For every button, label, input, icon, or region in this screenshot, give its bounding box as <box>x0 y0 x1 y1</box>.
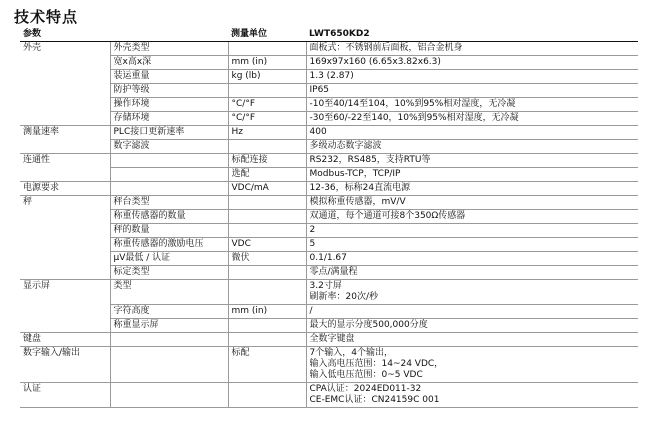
row-unit <box>228 210 306 224</box>
row-unit <box>228 383 306 408</box>
table-row <box>20 84 638 98</box>
spec-table <box>20 28 638 408</box>
row-value: 0.1/1.67 <box>306 252 638 266</box>
row-category <box>20 224 110 238</box>
table-row <box>20 56 638 70</box>
row-unit <box>228 196 306 210</box>
row-value: 双通道，每个通道可接8个350Ω传感器 <box>306 210 638 224</box>
row-parameter: 操作环境 <box>110 98 228 112</box>
row-value: 7个输入，4个输出， 输入高电压范围：14~24 VDC， 输入低电压范围：0~5 VDC <box>306 347 638 383</box>
row-value: CPA认证：2024ED011-32 CE-EMC认证：CN24159C 001 <box>306 383 638 408</box>
table-row <box>20 196 638 210</box>
row-category: 认证 <box>20 383 110 408</box>
row-unit: 标配 <box>228 347 306 383</box>
row-unit <box>228 319 306 333</box>
table-row <box>20 266 638 280</box>
spec-body <box>20 42 638 408</box>
table-row <box>20 347 638 383</box>
row-parameter: 称重传感器的激励电压 <box>110 238 228 252</box>
row-parameter: 秤台类型 <box>110 196 228 210</box>
row-parameter: 字符高度 <box>110 305 228 319</box>
row-value: / <box>306 305 638 319</box>
row-category: 秤 <box>20 196 110 210</box>
row-value: 零点/满量程 <box>306 266 638 280</box>
row-parameter: 防护等级 <box>110 84 228 98</box>
row-value: 1.3 (2.87) <box>306 70 638 84</box>
row-unit: 选配 <box>228 168 306 182</box>
table-row <box>20 182 638 196</box>
row-value: -30至60/-22至140，10%到95%相对湿度，无冷凝 <box>306 112 638 126</box>
row-value: 169x97x160 (6.65x3.82x6.3) <box>306 56 638 70</box>
table-row <box>20 126 638 140</box>
table-row <box>20 154 638 168</box>
table-row <box>20 112 638 126</box>
row-unit <box>228 333 306 347</box>
row-parameter <box>110 168 228 182</box>
row-value: 3.2寸屏 刷新率：20次/秒 <box>306 280 638 305</box>
row-value: -10至40/14至104，10%到95%相对湿度，无冷凝 <box>306 98 638 112</box>
row-category: 电源要求 <box>20 182 110 196</box>
table-row <box>20 238 638 252</box>
row-parameter: 标定类型 <box>110 266 228 280</box>
row-parameter: 数字滤波 <box>110 140 228 154</box>
row-unit <box>228 42 306 56</box>
row-unit: 微伏 <box>228 252 306 266</box>
row-category <box>20 84 110 98</box>
row-value: RS232，RS485，支持RTU等 <box>306 154 638 168</box>
row-unit: °C/°F <box>228 112 306 126</box>
row-category <box>20 238 110 252</box>
row-category <box>20 266 110 280</box>
row-value: 2 <box>306 224 638 238</box>
row-unit: Hz <box>228 126 306 140</box>
row-category: 测量速率 <box>20 126 110 140</box>
row-category <box>20 210 110 224</box>
row-parameter: 秤的数量 <box>110 224 228 238</box>
row-unit <box>228 224 306 238</box>
table-row <box>20 210 638 224</box>
row-category <box>20 56 110 70</box>
row-parameter: μV最低 / 认证 <box>110 252 228 266</box>
row-parameter: 称重显示屏 <box>110 319 228 333</box>
row-unit <box>228 84 306 98</box>
table-row <box>20 252 638 266</box>
row-unit <box>228 280 306 305</box>
row-value: 5 <box>306 238 638 252</box>
row-parameter: 存储环境 <box>110 112 228 126</box>
row-value: 多级动态数字滤波 <box>306 140 638 154</box>
row-parameter <box>110 347 228 383</box>
row-parameter: 称重传感器的数量 <box>110 210 228 224</box>
row-category <box>20 98 110 112</box>
header-param: 参数 <box>20 28 110 42</box>
row-unit <box>228 140 306 154</box>
table-row <box>20 280 638 305</box>
row-category <box>20 319 110 333</box>
row-parameter: 宽x高x深 <box>110 56 228 70</box>
row-parameter: 类型 <box>110 280 228 305</box>
header-unit: 测量单位 <box>228 28 306 42</box>
row-unit: VDC <box>228 238 306 252</box>
page-title: 技术特点 <box>14 8 79 26</box>
row-unit: kg (lb) <box>228 70 306 84</box>
row-value: 400 <box>306 126 638 140</box>
row-value: 最大的显示分度500,000分度 <box>306 319 638 333</box>
row-parameter: 装运重量 <box>110 70 228 84</box>
row-parameter <box>110 182 228 196</box>
table-header-row <box>20 28 638 42</box>
row-category <box>20 168 110 182</box>
table-row <box>20 305 638 319</box>
table-row <box>20 333 638 347</box>
table-row <box>20 98 638 112</box>
row-category: 显示屏 <box>20 280 110 305</box>
table-row <box>20 319 638 333</box>
row-value: Modbus-TCP，TCP/IP <box>306 168 638 182</box>
row-category <box>20 140 110 154</box>
table-row <box>20 42 638 56</box>
row-value: IP65 <box>306 84 638 98</box>
table-row <box>20 70 638 84</box>
row-parameter: 外壳类型 <box>110 42 228 56</box>
header-sub <box>110 28 228 42</box>
table-row <box>20 168 638 182</box>
row-parameter <box>110 154 228 168</box>
row-value: 全数字键盘 <box>306 333 638 347</box>
row-unit: °C/°F <box>228 98 306 112</box>
row-parameter <box>110 333 228 347</box>
row-category <box>20 252 110 266</box>
row-category: 键盘 <box>20 333 110 347</box>
row-unit: VDC/mA <box>228 182 306 196</box>
row-unit: 标配连接 <box>228 154 306 168</box>
table-row <box>20 140 638 154</box>
row-category: 连通性 <box>20 154 110 168</box>
header-model: LWT650KD2 <box>306 28 638 42</box>
row-value: 12-36，标称24直流电源 <box>306 182 638 196</box>
row-category <box>20 70 110 84</box>
table-row <box>20 224 638 238</box>
row-category <box>20 112 110 126</box>
row-category <box>20 305 110 319</box>
row-unit: mm (in) <box>228 305 306 319</box>
row-value: 模拟称重传感器，mV/V <box>306 196 638 210</box>
row-category: 外壳 <box>20 42 110 56</box>
row-parameter: PLC接口更新速率 <box>110 126 228 140</box>
row-value: 面板式：不锈钢前后面板，铝合金机身 <box>306 42 638 56</box>
table-row <box>20 383 638 408</box>
row-unit: mm (in) <box>228 56 306 70</box>
row-category: 数字输入/输出 <box>20 347 110 383</box>
row-unit <box>228 266 306 280</box>
row-parameter <box>110 383 228 408</box>
